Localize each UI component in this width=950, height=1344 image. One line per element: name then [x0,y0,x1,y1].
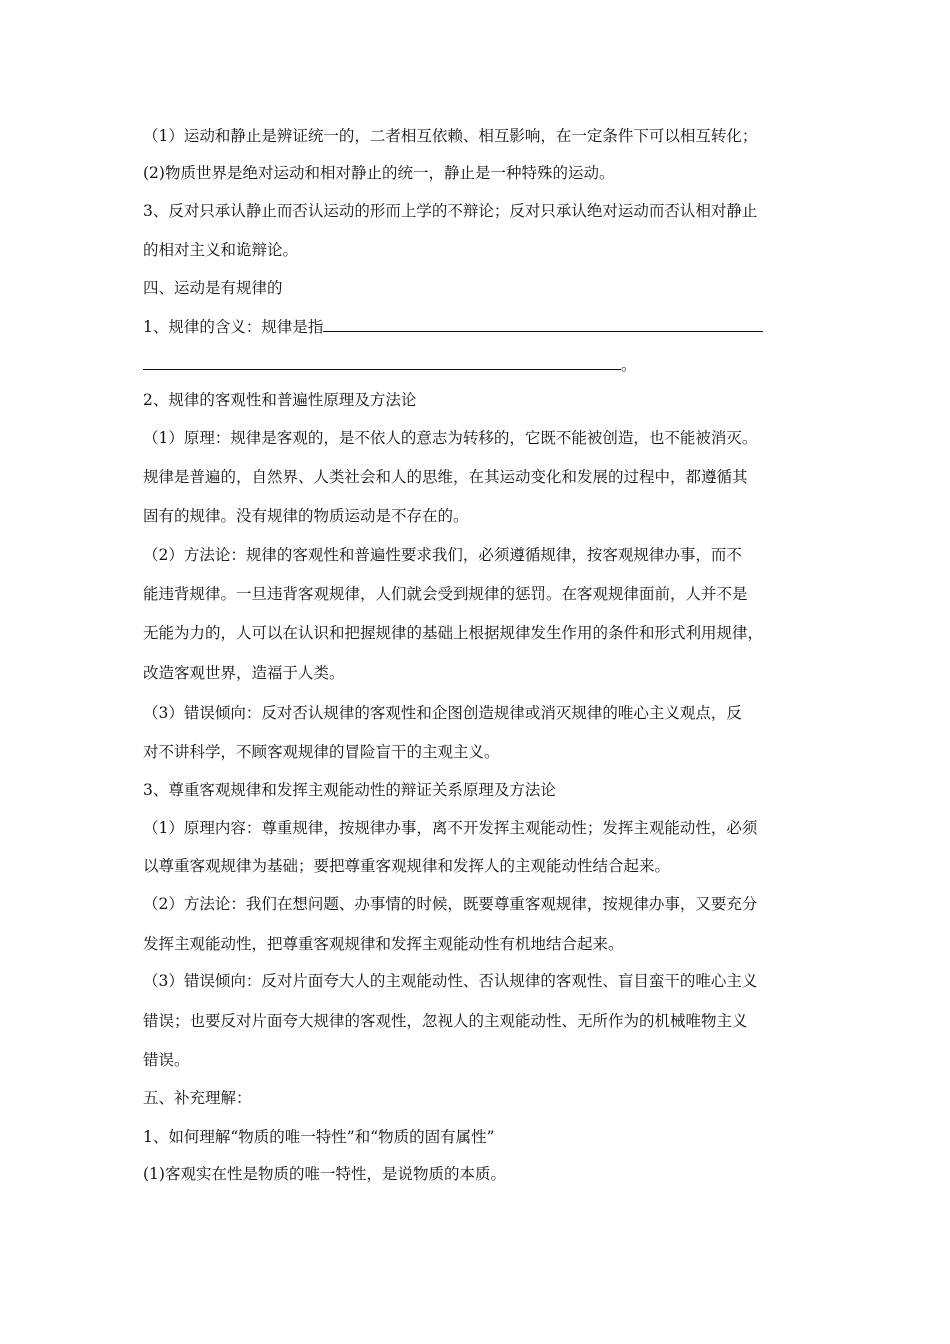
paragraph-line: （2）方法论：我们在想问题、办事情的时候，既要尊重客观规律，按规律办事，又要充分 [143,895,758,913]
paragraph-line: 的相对主义和诡辩论。 [143,241,299,259]
answer-blank [323,316,763,332]
fill-in-end: 。 [621,356,637,374]
paragraph-line: 固有的规律。没有规律的物质运动是不存在的。 [143,507,469,525]
section-heading: 五、补充理解： [143,1089,252,1107]
paragraph-line: 错误。 [143,1051,190,1069]
paragraph-line: 发挥主观能动性，把尊重客观规律和发挥主观能动性有机地结合起来。 [143,935,624,953]
paragraph-line: （1）运动和静止是辨证统一的，二者相互依赖、相互影响，在一定条件下可以相互转化； [143,127,758,145]
fill-in-line [143,316,763,337]
answer-blank [143,354,621,370]
paragraph-line: 错误；也要反对片面夸大规律的客观性，忽视人的主观能动性、无所作为的机械唯物主义 [143,1012,748,1030]
paragraph-line: 规律是普遍的，自然界、人类社会和人的思维，在其运动变化和发展的过程中，都遵循其 [143,468,748,486]
subsection-heading: 3、尊重客观规律和发挥主观能动性的辩证关系原理及方法论 [143,781,556,799]
fill-in-line [143,354,637,375]
paragraph-line: 以尊重客观规律为基础；要把尊重客观规律和发挥人的主观能动性结合起来。 [143,857,671,875]
paragraph-line: (1)客观实在性是物质的唯一特性，是说物质的本质。 [143,1165,506,1183]
paragraph-line: （3）错误倾向：反对否认规律的客观性和企图创造规律或消灭规律的唯心主义观点，反 [143,704,742,722]
paragraph-line: 3、反对只承认静止而否认运动的形而上学的不辩论；反对只承认绝对运动而否认相对静止 [143,202,758,220]
subsection-heading: 2、规律的客观性和普遍性原理及方法论 [143,391,417,409]
section-heading: 四、运动是有规律的 [143,279,283,297]
paragraph-line: （1）原理内容：尊重规律，按规律办事，离不开发挥主观能动性；发挥主观能动性，必须 [143,819,758,837]
paragraph-line: （1）原理：规律是客观的，是不依人的意志为转移的，它既不能被创造，也不能被消灭。 [143,429,758,447]
paragraph-line: (2)物质世界是绝对运动和相对静止的统一，静止是一种特殊的运动。 [143,164,615,182]
paragraph-line: （3）错误倾向：反对片面夸大人的主观能动性、否认规律的客观性、盲目蛮干的唯心主义 [143,972,758,990]
fill-in-prompt: 1、规律的含义：规律是指 [143,318,324,336]
paragraph-line: 对不讲科学，不顾客观规律的冒险盲干的主观主义。 [143,743,500,761]
paragraph-line: （2）方法论：规律的客观性和普遍性要求我们，必须遵循规律，按客观规律办事，而不 [143,546,742,564]
subsection-heading: 1、如何理解“物质的唯一特性”和“物质的固有属性” [143,1128,495,1146]
paragraph-line: 能违背规律。一旦违背客观规律，人们就会受到规律的惩罚。在客观规律面前，人并不是 [143,585,748,603]
paragraph-line: 无能为力的，人可以在认识和把握规律的基础上根据规律发生作用的条件和形式利用规律， [143,624,764,642]
paragraph-line: 改造客观世界，造福于人类。 [143,664,345,682]
